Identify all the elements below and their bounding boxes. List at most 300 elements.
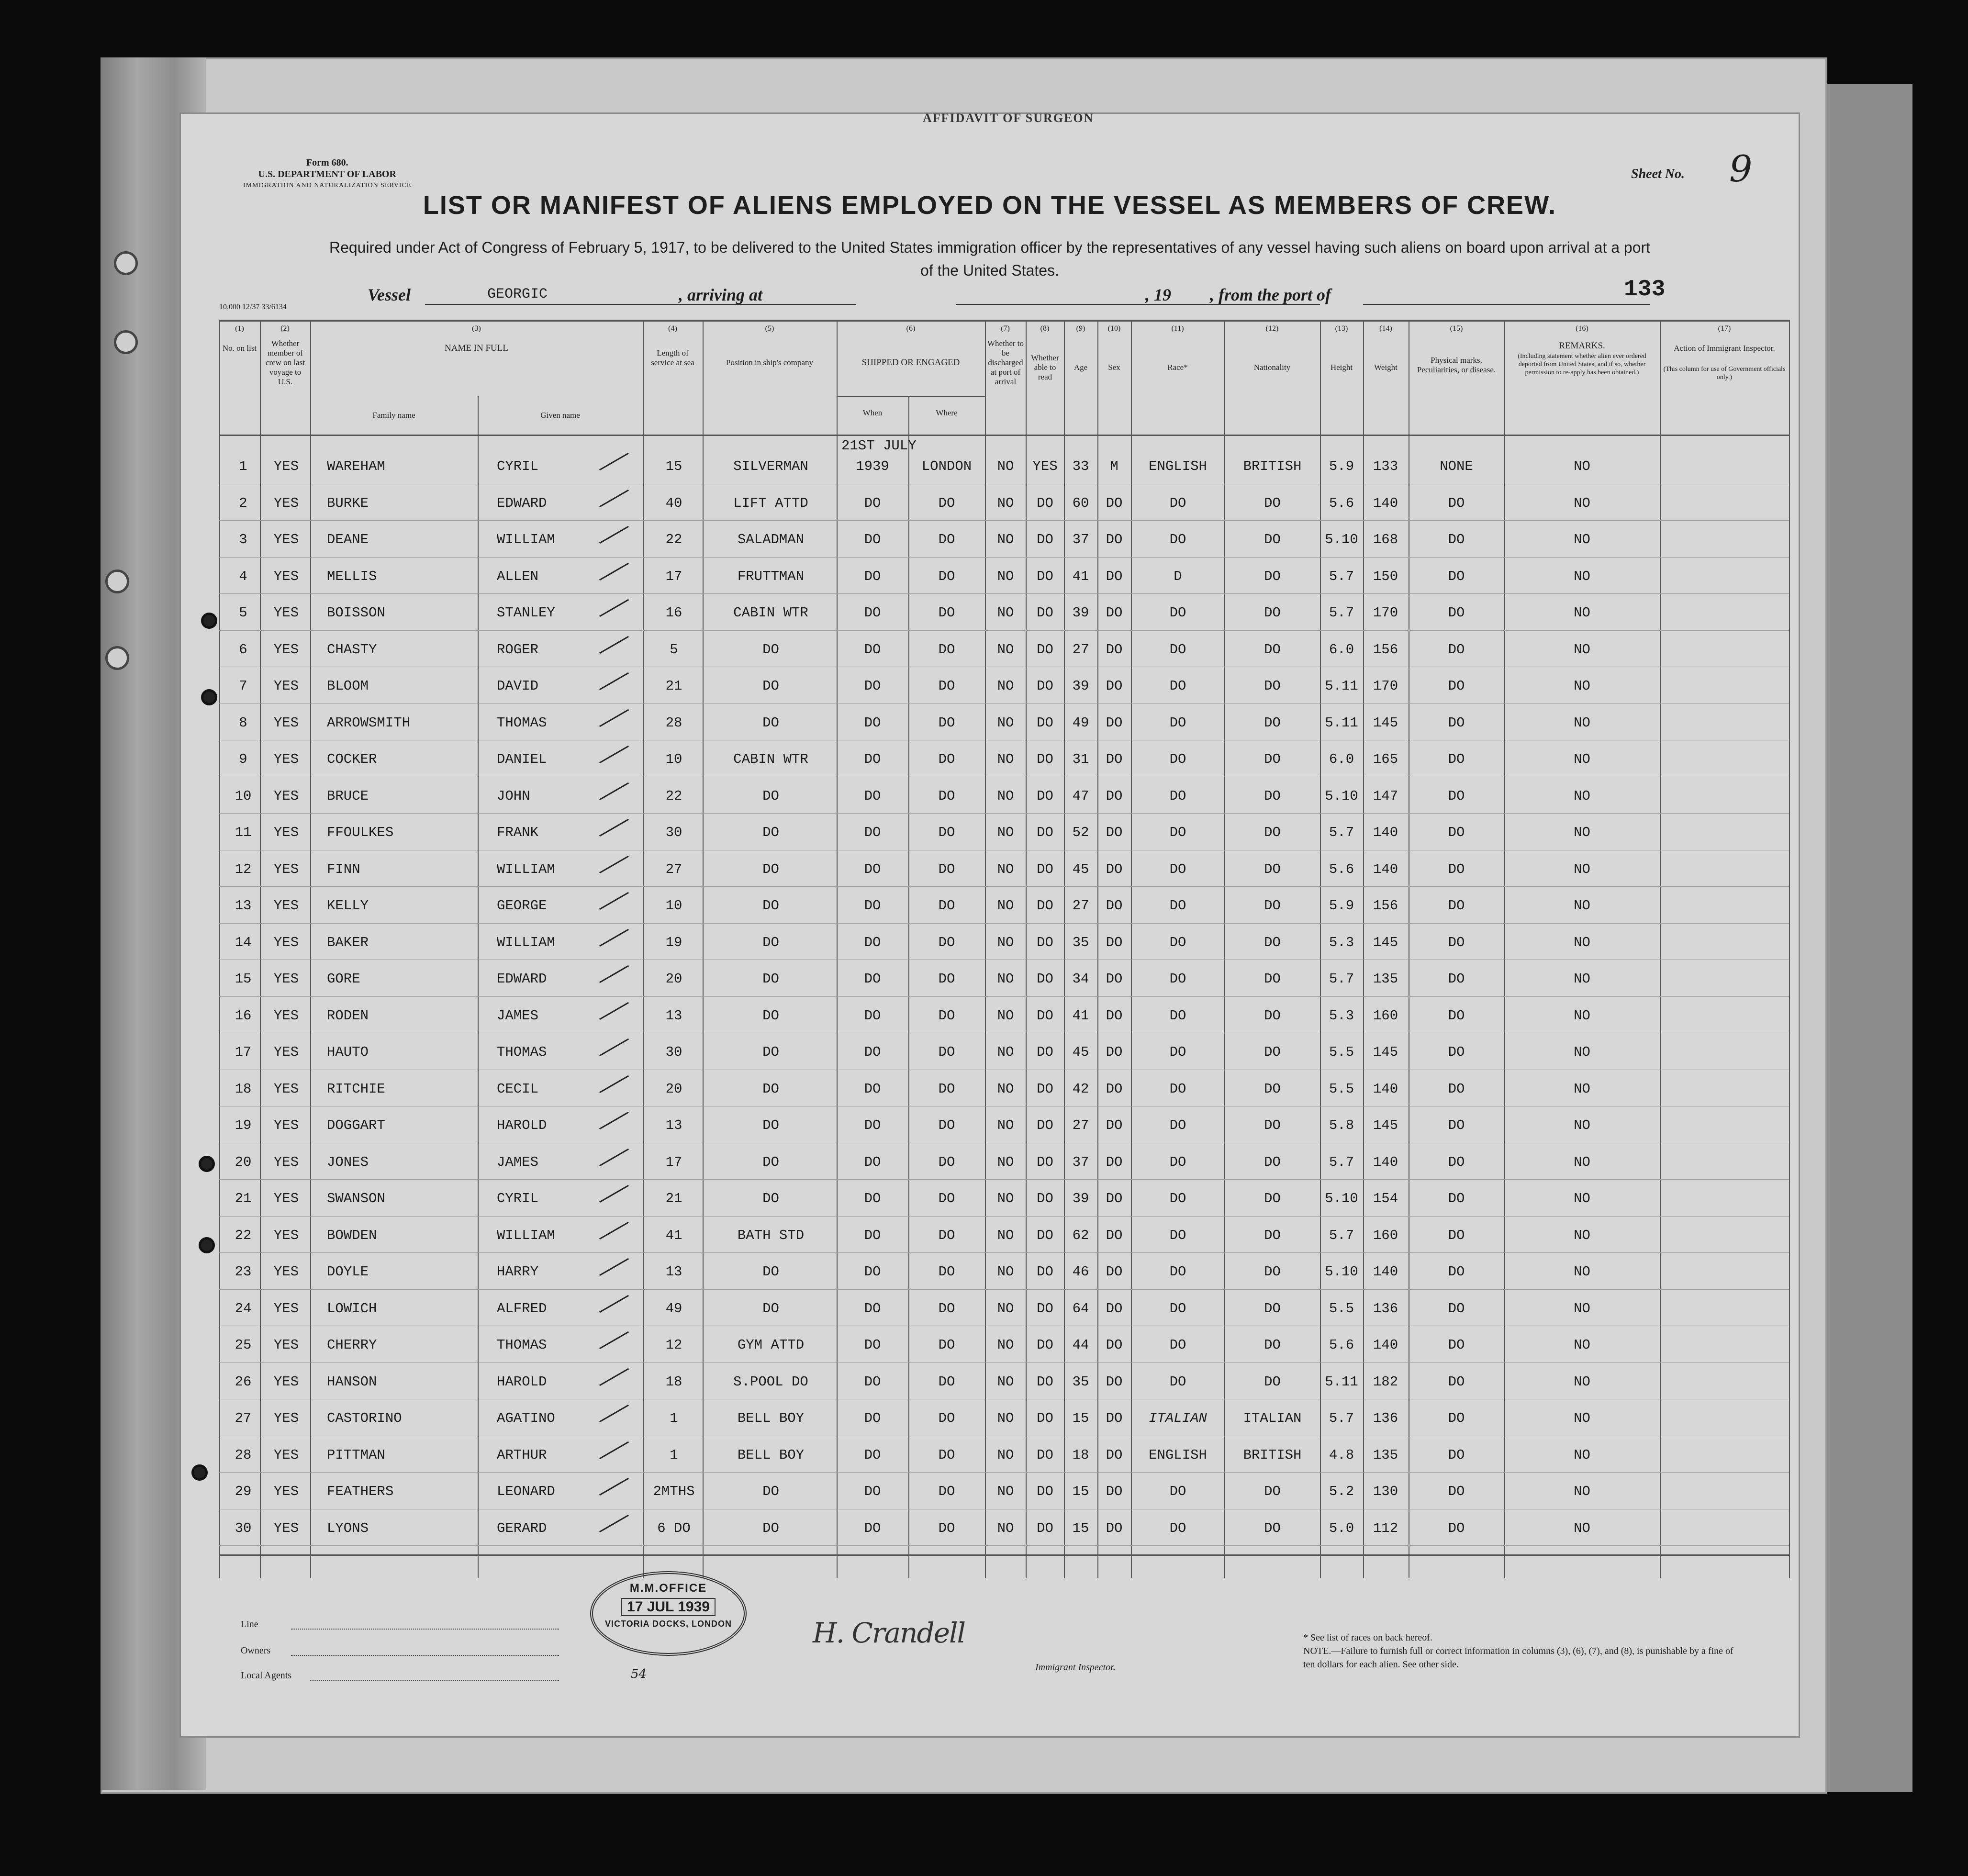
cell-nationality: DO [1264,678,1281,694]
cell-family: BURKE [327,495,369,511]
cell-where: DO [938,532,955,547]
cell-position: BATH STD [737,1227,805,1243]
cell-when: DO [864,1374,881,1390]
cell-nationality: DO [1264,1484,1281,1499]
col-header-race: Race* [1167,363,1188,372]
cell-when: DO [864,605,881,621]
cell-given: EDWARD [497,495,547,511]
cell-position: DO [762,641,779,658]
header-bottom-rule [219,435,1789,436]
cell-nationality: DO [1264,1191,1281,1206]
cell-sex: DO [1106,1520,1123,1536]
cell-marks: DO [1448,1227,1465,1243]
cell-no: 1 [239,458,247,474]
cell-where: DO [938,1337,955,1353]
cell-last-voyage: YES [273,1007,299,1024]
binder-hole [201,613,217,629]
row-rule [219,1179,1789,1180]
cell-position: BELL BOY [737,1410,805,1426]
cell-where: DO [938,1484,955,1499]
cell-discharged: NO [997,1081,1014,1097]
cell-last-voyage: YES [273,1300,299,1317]
cell-age: 15 [1072,1520,1089,1536]
cell-weight: 145 [1373,715,1398,731]
form-number: Form 680. [306,157,348,168]
cell-family: GORE [327,971,360,987]
cell-family: LOWICH [327,1300,377,1317]
cell-given: HAROLD [497,1117,547,1133]
cell-read: DO [1037,1337,1053,1353]
cell-remarks: NO [1574,1520,1590,1536]
cell-nationality: DO [1264,788,1281,804]
cell-discharged: NO [997,898,1014,914]
cell-given: JAMES [497,1007,539,1024]
cell-remarks: NO [1574,1044,1590,1060]
cell-weight: 145 [1373,934,1398,950]
cell-weight: 135 [1373,971,1398,987]
cell-discharged: NO [997,1044,1014,1060]
col-header-inspector: Action of Immigrant Inspector. [1674,344,1775,353]
cell-position: DO [762,715,779,731]
cell-no: 7 [239,678,247,694]
cell-last-voyage: YES [273,1484,299,1499]
cell-weight: 182 [1373,1374,1398,1390]
cell-marks: DO [1448,678,1465,694]
cell-height: 6.0 [1329,641,1354,658]
cell-height: 5.6 [1329,495,1354,511]
cell-last-voyage: YES [273,971,299,987]
cell-no: 27 [235,1410,252,1426]
cell-service: 5 [670,641,678,658]
col-num-13: (13) [1335,324,1348,333]
arriving-label: , arriving at [679,285,763,304]
cell-read: DO [1037,1300,1053,1317]
cell-sex: DO [1106,605,1123,621]
row-rule [219,886,1789,887]
cell-last-voyage: YES [273,1227,299,1243]
table-bottom-rule [219,1554,1789,1556]
cell-remarks: NO [1574,1117,1590,1133]
cell-read: DO [1037,934,1053,950]
col-header-no: No. on list [222,344,257,353]
cell-weight: 140 [1373,825,1398,840]
cell-discharged: NO [997,1337,1014,1353]
local-agents-field [310,1680,559,1681]
cell-age: 27 [1072,1117,1089,1133]
cell-read: DO [1037,825,1053,840]
cell-position: FRUTTMAN [737,568,805,584]
cell-height: 5.2 [1329,1484,1354,1499]
col-divider [1224,320,1225,1578]
cell-family: JONES [327,1154,369,1170]
cell-no: 3 [239,532,247,547]
cell-age: 62 [1072,1227,1089,1243]
cell-last-voyage: YES [273,678,299,694]
cell-discharged: NO [997,861,1014,877]
cell-when: DO [864,1227,881,1243]
cell-last-voyage: YES [273,825,299,840]
cell-read: DO [1037,1117,1053,1133]
cell-when: DO [864,861,881,877]
cell-weight: 112 [1373,1520,1398,1536]
from-port-label: , from the port of [1210,285,1331,304]
cell-discharged: NO [997,1154,1014,1170]
cell-given: EDWARD [497,971,547,987]
cell-remarks: NO [1574,1191,1590,1206]
col-num-16: (16) [1576,324,1588,333]
cell-race: DO [1169,1484,1186,1499]
cell-weight: 168 [1373,532,1398,547]
cell-marks: DO [1448,1337,1465,1353]
cell-last-voyage: YES [273,715,299,731]
cell-nationality: DO [1264,1264,1281,1280]
cell-when: DO [864,971,881,987]
cell-read: DO [1037,1044,1053,1060]
cell-last-voyage: YES [273,1447,299,1463]
cell-age: 44 [1072,1337,1089,1353]
cell-family: FEATHERS [327,1484,394,1499]
cell-discharged: NO [997,1520,1014,1536]
cell-weight: 156 [1373,641,1398,658]
cell-race: DO [1169,1044,1186,1060]
cell-marks: DO [1448,1484,1465,1499]
col-header-family-name: Family name [372,411,415,420]
cell-position: BELL BOY [737,1447,805,1463]
cell-race: DO [1169,898,1186,914]
cell-family: WAREHAM [327,458,385,474]
cell-last-voyage: YES [273,458,299,474]
cell-remarks: NO [1574,1374,1590,1390]
row-rule [219,1289,1789,1290]
cell-where: DO [938,751,955,767]
cell-discharged: NO [997,1447,1014,1463]
cell-height: 5.10 [1325,788,1358,804]
cell-when: DO [864,715,881,731]
cell-race: DO [1169,934,1186,950]
cell-given: ARTHUR [497,1447,547,1463]
cell-given: CYRIL [497,458,539,474]
cell-read: DO [1037,605,1053,621]
cell-marks: DO [1448,788,1465,804]
col-header-shipped: SHIPPED OR ENGAGED [861,357,960,368]
cell-family: FFOULKES [327,825,394,840]
cell-family: LYONS [327,1520,369,1536]
row-rule [219,1362,1789,1363]
cell-race: D [1174,568,1182,584]
cell-when: DO [864,1300,881,1317]
cell-read: DO [1037,971,1053,987]
cell-service: 16 [665,605,682,621]
row-rule [219,1472,1789,1473]
col-num-3: (3) [472,324,481,333]
col-num-5: (5) [765,324,774,333]
cell-marks: DO [1448,1154,1465,1170]
cell-nationality: DO [1264,971,1281,987]
cell-no: 16 [235,1007,252,1024]
cell-remarks: NO [1574,971,1590,987]
cell-nationality: BRITISH [1243,1447,1302,1463]
cell-last-voyage: YES [273,532,299,547]
col-header-height: Height [1330,363,1353,372]
cell-discharged: NO [997,1374,1014,1390]
cell-height: 5.7 [1329,971,1354,987]
binder-hole [105,646,129,670]
cell-given: WILLIAM [497,934,555,950]
year-label: , 19 [1145,285,1171,304]
cell-last-voyage: YES [273,1410,299,1426]
cell-when: DO [864,1154,881,1170]
cell-age: 34 [1072,971,1089,987]
cell-race: DO [1169,1007,1186,1024]
cell-where: DO [938,1191,955,1206]
cell-age: 15 [1072,1410,1089,1426]
cell-read: DO [1037,898,1053,914]
cell-when: DO [864,1484,881,1499]
row-rule [219,593,1789,594]
cell-when: DO [864,934,881,950]
cell-no: 6 [239,641,247,658]
cell-remarks: NO [1574,678,1590,694]
cell-given: HAROLD [497,1374,547,1390]
binder-hole [199,1156,215,1172]
cell-age: 35 [1072,1374,1089,1390]
cell-last-voyage: YES [273,1520,299,1536]
vessel-line [425,304,856,305]
cell-read: DO [1037,1007,1053,1024]
cell-discharged: NO [997,825,1014,840]
cell-family: BAKER [327,934,369,950]
cell-family: COCKER [327,751,377,767]
footer-note [1303,1631,1734,1671]
cell-read: DO [1037,788,1053,804]
col-header-remarks: REMARKS. [1559,341,1605,351]
cell-age: 39 [1072,678,1089,694]
cell-discharged: NO [997,1007,1014,1024]
cell-no: 25 [235,1337,252,1353]
cell-service: 10 [665,898,682,914]
cell-position: DO [762,1154,779,1170]
cell-position: DO [762,1044,779,1060]
col-header-read: Whether able to read [1031,353,1059,381]
cell-discharged: NO [997,458,1014,474]
cell-last-voyage: YES [273,1117,299,1133]
col-header-last-voyage: Whether member of crew on last voyage to U.S. [265,339,305,386]
cell-nationality: DO [1264,1117,1281,1133]
cell-remarks: NO [1574,1007,1590,1024]
cell-where: DO [938,1300,955,1317]
cell-no: 14 [235,934,252,950]
cell-position: CABIN WTR [733,605,808,621]
cell-when: DO [864,1044,881,1060]
cell-marks: DO [1448,1520,1465,1536]
cell-position: DO [762,971,779,987]
cell-no: 19 [235,1117,252,1133]
cell-service: 13 [665,1117,682,1133]
cell-race: DO [1169,532,1186,547]
cell-height: 5.9 [1329,898,1354,914]
cell-given: GEORGE [497,898,547,914]
cell-sex: DO [1106,751,1123,767]
cell-where: DO [938,971,955,987]
cell-sex: DO [1106,678,1123,694]
cell-age: 49 [1072,715,1089,731]
cell-age: 33 [1072,458,1089,474]
cell-family: DOYLE [327,1264,369,1280]
cell-race: ITALIAN [1149,1410,1207,1426]
cell-last-voyage: YES [273,605,299,621]
cell-when: DO [864,678,881,694]
cell-remarks: NO [1574,605,1590,621]
cell-sex: DO [1106,495,1123,511]
cell-service: 18 [665,1374,682,1390]
cell-race: DO [1169,1374,1186,1390]
cell-nationality: DO [1264,1520,1281,1536]
cell-height: 5.5 [1329,1081,1354,1097]
cell-given: CYRIL [497,1191,539,1206]
cell-height: 5.7 [1329,1410,1354,1426]
cell-family: BRUCE [327,788,369,804]
cell-where: DO [938,1154,955,1170]
cell-marks: DO [1448,495,1465,511]
cell-discharged: NO [997,1410,1014,1426]
cell-position: DO [762,1081,779,1097]
cell-nationality: DO [1264,1227,1281,1243]
cell-discharged: NO [997,751,1014,767]
cell-service: 49 [665,1300,682,1317]
cell-last-voyage: YES [273,934,299,950]
row-rule [219,557,1789,558]
stamp-top-text: M.M.OFFICE [629,1582,707,1595]
cell-discharged: NO [997,678,1014,694]
cell-discharged: NO [997,1264,1014,1280]
cell-read: DO [1037,532,1053,547]
cell-race: DO [1169,971,1186,987]
cell-sex: M [1110,458,1118,474]
cell-weight: 136 [1373,1410,1398,1426]
cell-discharged: NO [997,934,1014,950]
row-rule [219,1545,1789,1546]
cell-no: 18 [235,1081,252,1097]
row-rule [219,1216,1789,1217]
cell-where: DO [938,1044,955,1060]
col-divider [1789,320,1790,1578]
cell-age: 42 [1072,1081,1089,1097]
cell-service: 17 [665,1154,682,1170]
cell-service: 19 [665,934,682,950]
cell-where: DO [938,934,955,950]
cell-position: DO [762,1264,779,1280]
cell-where: DO [938,1081,955,1097]
cell-remarks: NO [1574,825,1590,840]
cell-discharged: NO [997,1191,1014,1206]
col-header-position: Position in ship's company [726,358,814,367]
cell-discharged: NO [997,1300,1014,1317]
col-num-9: (9) [1076,324,1085,333]
cell-discharged: NO [997,1484,1014,1499]
cell-when: DO [864,1520,881,1536]
cell-read: DO [1037,1081,1053,1097]
cell-height: 5.0 [1329,1520,1354,1536]
cell-marks: NONE [1440,458,1473,474]
cell-discharged: NO [997,495,1014,511]
cell-sex: DO [1106,1447,1123,1463]
cell-age: 37 [1072,1154,1089,1170]
cell-last-voyage: YES [273,751,299,767]
cell-sex: DO [1106,1264,1123,1280]
cell-race: DO [1169,1520,1186,1536]
cell-service: 13 [665,1264,682,1280]
col-divider [703,320,704,1578]
cell-nationality: DO [1264,605,1281,621]
cell-sex: DO [1106,861,1123,877]
cell-position: DO [762,1520,779,1536]
cell-discharged: NO [997,605,1014,621]
cell-where: DO [938,1374,955,1390]
cell-marks: DO [1448,1117,1465,1133]
cell-when: DO [864,532,881,547]
cell-no: 17 [235,1044,252,1060]
cell-when: DO [864,1447,881,1463]
cell-age: 18 [1072,1447,1089,1463]
owners-field [291,1655,559,1656]
cell-read: DO [1037,568,1053,584]
cell-nationality: DO [1264,1300,1281,1317]
cell-race: DO [1169,1191,1186,1206]
cell-age: 31 [1072,751,1089,767]
cell-discharged: NO [997,641,1014,658]
cell-marks: DO [1448,898,1465,914]
col-header-where: Where [936,408,958,417]
cell-no: 2 [239,495,247,511]
local-agents-label: Local Agents [241,1670,292,1681]
cell-where: DO [938,861,955,877]
col-header-remarks-note: (Including statement whether alien ever ordered deported from United States, and if so, whether permission to re-apply has been obtained.) [1518,353,1646,376]
cell-when: DO [864,898,881,914]
from-port-line [1363,304,1650,305]
cell-position: DO [762,1117,779,1133]
cell-last-voyage: YES [273,788,299,804]
department-name: U.S. DEPARTMENT OF LABOR [258,169,396,179]
inspector-signature: H. Crandell [813,1617,965,1649]
cell-read: DO [1037,1264,1053,1280]
line-label: Line [241,1619,258,1630]
cell-given: HARRY [497,1264,539,1280]
inspector-label: Immigrant Inspector. [1035,1662,1116,1673]
cell-marks: DO [1448,532,1465,547]
cell-nationality: DO [1264,568,1281,584]
cell-where: DO [938,1410,955,1426]
cell-service: 21 [665,678,682,694]
cell-marks: DO [1448,1264,1465,1280]
cell-service: 17 [665,568,682,584]
cell-remarks: NO [1574,1337,1590,1353]
cell-position: CABIN WTR [733,751,808,767]
cell-no: 21 [235,1191,252,1206]
cell-race: DO [1169,715,1186,731]
cell-when: DO [864,1007,881,1024]
cell-marks: DO [1448,1374,1465,1390]
binder-hole [105,570,129,593]
cell-remarks: NO [1574,1154,1590,1170]
cell-where: DO [938,1264,955,1280]
col-num-6: (6) [906,324,916,333]
cell-where: DO [938,1227,955,1243]
cell-height: 5.7 [1329,605,1354,621]
cell-family: MELLIS [327,568,377,584]
cell-sex: DO [1106,1227,1123,1243]
col-divider [1131,320,1132,1578]
col-divider [985,320,986,1578]
